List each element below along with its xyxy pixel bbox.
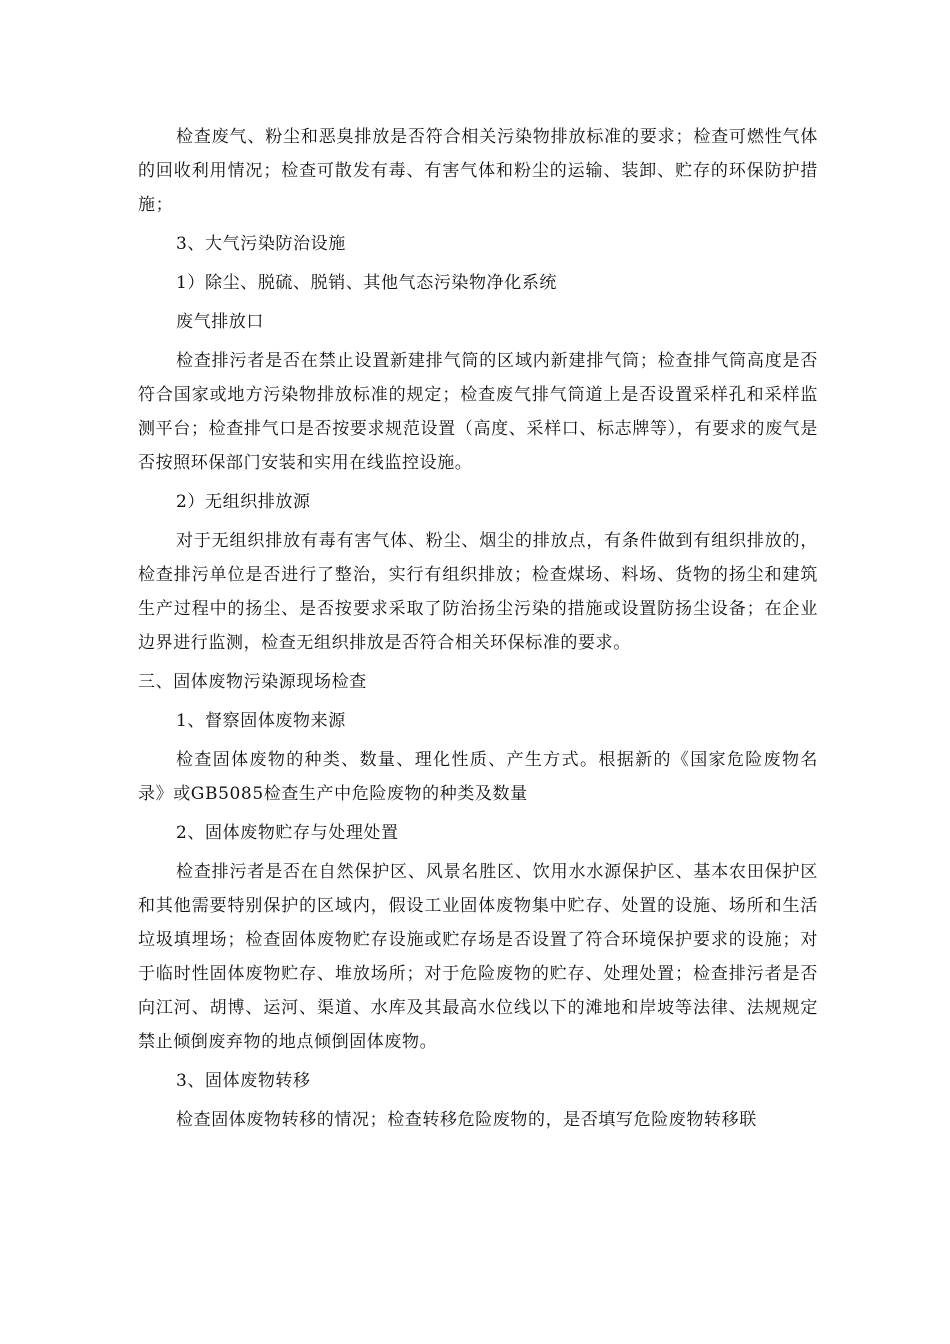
section-heading: 2、固体废物贮存与处理处置 [176, 823, 399, 843]
paragraph: 检查废气、粉尘和恶臭排放是否符合相关污染物排放标准的要求；检查可燃性气体的回收利用情况；检查可散发有毒、有害气体和粉尘的运输、装卸、贮存的环保防护措施； [138, 127, 818, 215]
paragraph: 对于无组织排放有毒有害气体、粉尘、烟尘的排放点，有条件做到有组织排放的，检查排污单位是否进行了整治，实行有组织排放；检查煤场、料场、货物的扬尘和建筑生产过程中的扬尘、是否按要求采取了防治扬尘污染的措施或设置防扬尘设备；在企业边界进行监测，检查无组织排放是否符合相关环保标准的要求。 [138, 531, 818, 653]
chapter-heading: 三、固体废物污染源现场检查 [138, 672, 367, 692]
paragraph: 检查排污者是否在禁止设置新建排气筒的区域内新建排气筒；检查排气筒高度是否符合国家或地方污染物排放标准的规定；检查废气排气筒道上是否设置采样孔和采样监测平台；检查排气口是否按要求规范设置（高度、采样口、标志牌等），有要求的废气是否按照环保部门安装和实用在线监控设施。 [138, 351, 818, 473]
section-heading: 1、督察固体废物来源 [176, 711, 346, 731]
subsection-heading: 2）无组织排放源 [176, 492, 311, 512]
subsection-heading: 废气排放口 [176, 312, 264, 332]
subsection-heading: 1）除尘、脱硫、脱销、其他气态污染物净化系统 [176, 273, 558, 293]
paragraph: 检查固体废物的种类、数量、理化性质、产生方式。根据新的《国家危险废物名录》或GB5085检查生产中危险废物的种类及数量 [138, 750, 818, 804]
paragraph: 检查排污者是否在自然保护区、风景名胜区、饮用水水源保护区、基本农田保护区和其他需要特别保护的区域内，假设工业固体废物集中贮存、处置的设施、场所和生活垃圾填埋场；检查固体废物贮存设施或贮存场是否设置了符合环境保护要求的设施；对于临时性固体废物贮存、堆放场所；对于危险废物的贮存、处理处置；检查排污者是否向江河、胡博、运河、渠道、水库及其最高水位线以下的滩地和岸坡等法律、法规规定禁止倾倒废弃物的地点倾倒固体废物。 [138, 862, 818, 1052]
section-heading: 3、大气污染防治设施 [176, 234, 346, 254]
document-body [138, 120, 818, 1142]
section-heading: 3、固体废物转移 [176, 1071, 311, 1091]
paragraph: 检查固体废物转移的情况；检查转移危险废物的，是否填写危险废物转移联 [176, 1110, 757, 1130]
